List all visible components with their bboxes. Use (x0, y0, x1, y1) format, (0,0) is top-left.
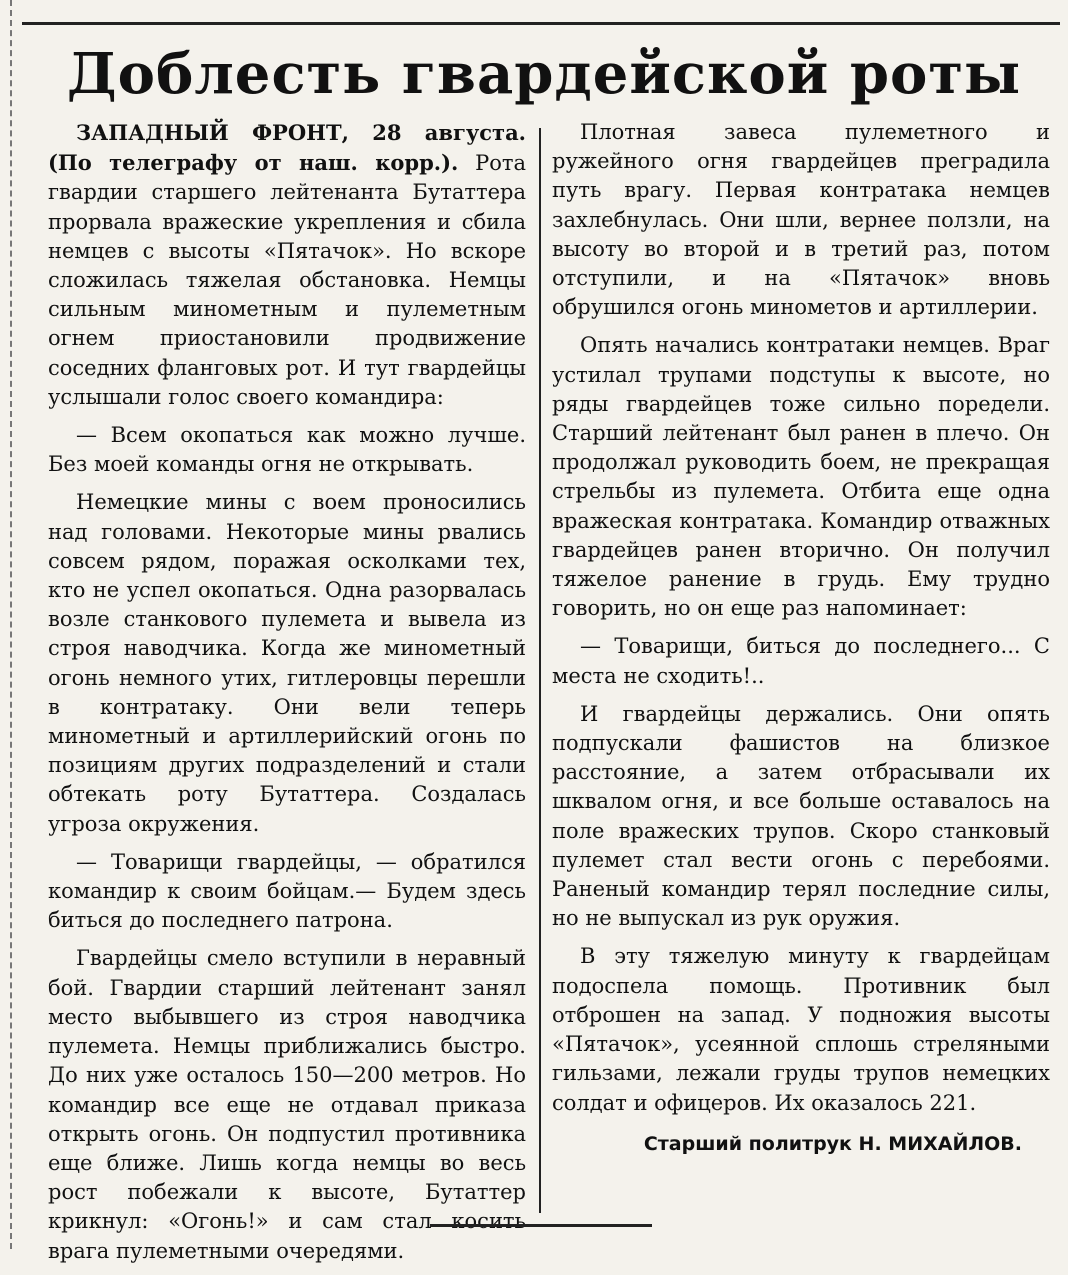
paragraph: Опять начались контратаки немцев. Враг устилал трупами подступы к высоте, но ряды гвардейцев тоже сильно поредели. Старший лейтенант был ранен в плечо. Он продолжал руководить боем, не прекращая стрельбы из пулемета. Отбита еще одна вражеская контратака. Командир отважных гвардейцев ранен вторично. Он получил тяжелое ранение в грудь. Ему трудно говорить, но он еще раз напоминает: (552, 333, 1050, 621)
author-signature: Старший политрук Н. МИХАЙЛОВ. (643, 1132, 1022, 1155)
column-divider (539, 128, 541, 1213)
paragraph: В эту тяжелую минуту к гвардейцам подоспела помощь. Противник был отброшен на запад. У подножия высоты «Пятачок», усеянной сплошь стреляными гильзами, лежали груды трупов немецких солдат и офицеров. Их оказалось 221. (552, 944, 1050, 1115)
paragraph-text: Рота гвардии старшего лейтенанта Бутаттера прорвала вражеские укрепления и сбила немцев с высоты «Пятачок». Но вскоре сложилась тяжелая обстановка. Немцы сильным минометным и пулеметным огнем приостановили продвижение соседних фланговых рот. И тут гвардейцы услышали голос своего командира: (48, 151, 526, 409)
page-edge-perforation (10, 0, 12, 1249)
paragraph: Немецкие мины с воем проносились над головами. Некоторые мины рвались совсем рядом, поражая осколками тех, кто не успел окопаться. Одна разорвалась возле станкового пулемета и вывела из строя наводчика. Когда же минометный огонь немного утих, гитлеровцы перешли в контратаку. Они вели теперь минометный и артиллерийский огонь по позициям других подразделений и стали обтекать роту Бутаттера. Создалась угроза окружения. (48, 490, 526, 836)
paragraph: Гвардейцы смело вступили в неравный бой. Гвардии старший лейтенант занял место выбывшего из строя наводчика пулемета. Немцы приближались быстро. До них уже осталось 150—200 метров. Но командир все еще не отдавал приказа открыть огонь. Он подпустил противника еще ближе. Лишь когда немцы во весь рост побежали к высоте, Бутаттер крикнул: «Огонь!» и сам стал косить врага пулеметными очередями. (48, 946, 526, 1263)
bottom-rule (430, 1224, 652, 1227)
paragraph: — Товарищи, биться до последнего... С места не сходить!.. (552, 634, 1050, 688)
paragraph: — Всем окопаться как можно лучше. Без моей команды огня не открывать. (48, 423, 526, 477)
headline: Доблесть гвардейской роты (66, 41, 1022, 107)
paragraph: И гвардейцы держались. Они опять подпускали фашистов на близкое расстояние, а затем отбрасывали их шквалом огня, и все больше оставалось на поле вражеских трупов. Скоро станковый пулемет стал вести огонь с перебоями. Раненый командир терял последние силы, но не выпускал из рук оружия. (552, 701, 1050, 931)
paragraph: — Товарищи гвардейцы, — обратился командир к своим бойцам.— Будем здесь биться до последнего патрона. (48, 849, 526, 933)
dateline: ЗАПАДНЫЙ ФРОНТ, 28 августа. (По телеграфу от наш. корр.). (48, 120, 526, 176)
right-column (552, 118, 1050, 1168)
left-column (48, 118, 526, 1275)
paragraph (48, 118, 526, 412)
paragraph: Плотная завеса пулеметного и ружейного огня гвардейцев преградила путь врагу. Первая контратака немцев захлебнулась. Они шли, вернее ползли, на высоту во второй и в третий раз, потом отступили, и на «Пятачок» вновь обрушился огонь минометов и артиллерии. (552, 120, 1050, 320)
top-rule (22, 22, 1060, 25)
